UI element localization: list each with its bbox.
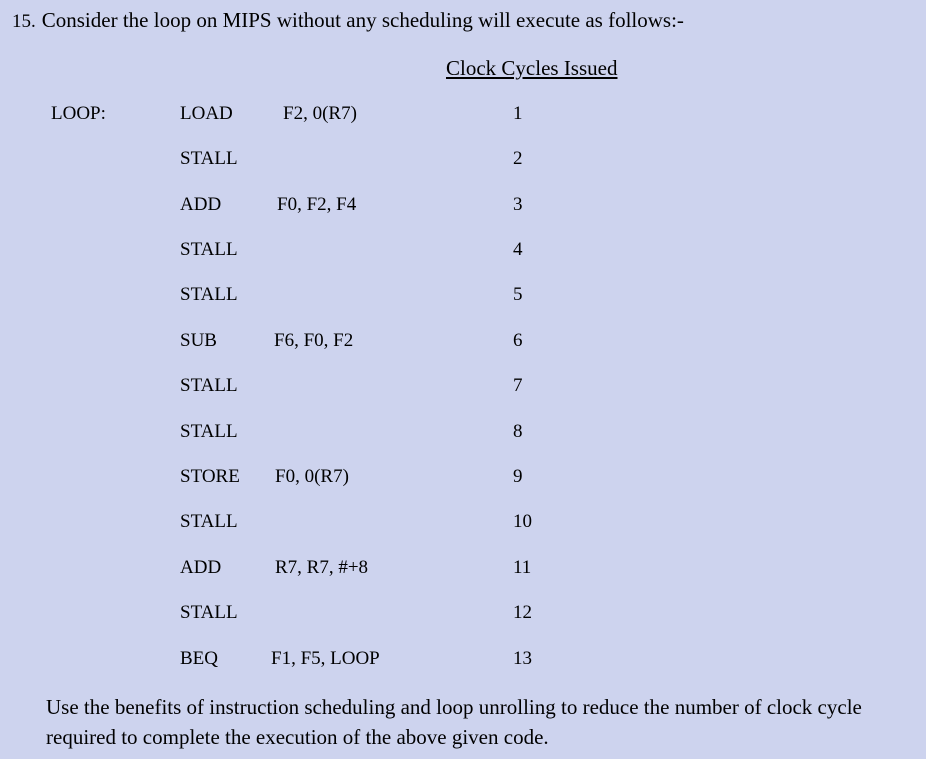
- instruction-row: [0, 557, 926, 583]
- instruction-row: [0, 511, 926, 537]
- instruction-args: F2, 0(R7): [283, 103, 357, 124]
- instruction-cycle: 3: [513, 194, 523, 215]
- instruction-row: [0, 284, 926, 310]
- instruction-row: [0, 648, 926, 674]
- instruction-cycle: 13: [513, 648, 532, 669]
- instruction-args: F0, F2, F4: [277, 194, 357, 215]
- instruction-args: R7, R7, #+8: [275, 557, 369, 578]
- question-line: [12, 8, 684, 33]
- instruction-op: STALL: [180, 239, 238, 260]
- instruction-row: [0, 466, 926, 492]
- instruction-args: F1, F5, LOOP: [271, 648, 380, 669]
- instruction-row: [0, 239, 926, 265]
- instruction-row: [0, 421, 926, 447]
- instruction-cycle: 11: [513, 557, 532, 578]
- instruction-cycle: 5: [513, 284, 523, 305]
- instruction-cycle: 4: [513, 239, 523, 260]
- question-number: 15.: [12, 11, 36, 32]
- instruction-op: BEQ: [180, 648, 218, 669]
- instruction-op: STALL: [180, 511, 238, 532]
- instruction-args: F6, F0, F2: [274, 330, 354, 351]
- instruction-cycle: 8: [513, 421, 523, 442]
- instruction-op: SUB: [180, 330, 217, 351]
- clock-cycles-header: Clock Cycles Issued: [446, 56, 618, 80]
- instruction-row: [0, 194, 926, 220]
- instruction-op: ADD: [180, 194, 222, 215]
- instruction-cycle: 12: [513, 602, 532, 623]
- instruction-row: [0, 602, 926, 628]
- instruction-cycle: 7: [513, 375, 523, 396]
- instruction-cycle: 6: [513, 330, 523, 351]
- instruction-op: STALL: [180, 284, 238, 305]
- instruction-row: [0, 330, 926, 356]
- instruction-op: STALL: [180, 421, 238, 442]
- instruction-op: LOAD: [180, 103, 233, 124]
- instruction-row: [0, 103, 926, 129]
- instruction-cycle: 10: [513, 511, 532, 532]
- instruction-cycle: 2: [513, 148, 523, 169]
- instruction-op: ADD: [180, 557, 222, 578]
- instruction-op: STALL: [180, 375, 238, 396]
- instruction-row: [0, 375, 926, 401]
- instruction-cycle: 1: [513, 103, 523, 124]
- instructions-paragraph: Use the benefits of instruction scheduling and loop unrolling to reduce the number of clock cycle required to complete the execution of the above given code.: [46, 695, 862, 749]
- instruction-cycle: 9: [513, 466, 523, 487]
- loop-label: LOOP:: [51, 103, 106, 124]
- instruction-row: [0, 148, 926, 174]
- instruction-op: STALL: [180, 602, 238, 623]
- question-text: Consider the loop on MIPS without any scheduling will execute as follows:-: [41, 8, 684, 32]
- instruction-args: F0, 0(R7): [275, 466, 349, 487]
- instruction-op: STALL: [180, 148, 238, 169]
- instruction-op: STORE: [180, 466, 240, 487]
